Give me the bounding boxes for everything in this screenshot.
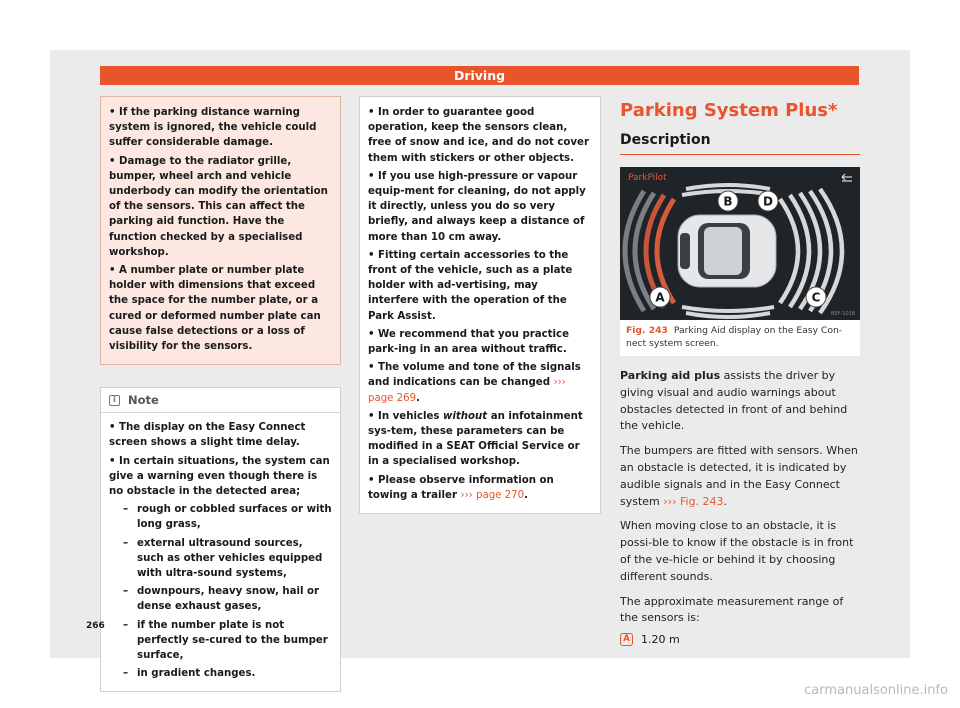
paragraph: Parking aid plus assists the driver by giving visual and audio warnings about obstacles detected in front of and behind the vehicle. bbox=[620, 369, 848, 433]
note-header bbox=[101, 388, 340, 413]
bullet: • Fitting certain accessories to the front of the vehicle, such as a plate holder with ad-vertising, may interfere with the operation of the Park Assist. bbox=[368, 249, 573, 322]
svg-text:A: A bbox=[655, 290, 665, 305]
note-bullet: • In certain situations, the system can give a warning even though there is no obstacle in the detected area; bbox=[109, 455, 330, 498]
range-item bbox=[620, 633, 860, 646]
column-right bbox=[620, 100, 860, 646]
svg-text:D: D bbox=[763, 194, 773, 209]
chapter-header: Driving bbox=[100, 66, 859, 85]
paragraph: The approximate measurement range of the sensors is: bbox=[620, 594, 844, 625]
page-link[interactable]: ››› page 269 bbox=[368, 377, 566, 404]
paragraph: When moving close to an obstacle, it is possi-ble to know if the obstacle is in front of the ve-hicle or behind it by choosing different sounds. bbox=[620, 519, 854, 583]
note-subitem: – if the number plate is not perfectly se-cured to the bumper surface, bbox=[123, 619, 328, 662]
range-value: 1.20 m bbox=[641, 633, 680, 647]
bullet: • Please observe information on towing a trailer ››› page 270. bbox=[368, 474, 554, 501]
bullet: • In order to guarantee good operation, keep the sensors clean, free of snow and ice, and do not cover them with stickers or other objects. bbox=[368, 107, 589, 164]
bullet: • If you use high-pressure or vapour equip-ment for cleaning, do not apply it directly, unless you do so very briefly, and always keep a distance of more than 10 cm away. bbox=[368, 170, 586, 243]
zone-label-b bbox=[718, 191, 738, 211]
parking-diagram bbox=[620, 167, 860, 320]
screen-title: ParkPilot bbox=[628, 173, 667, 183]
note-box bbox=[100, 387, 341, 691]
car-top-view bbox=[678, 215, 776, 287]
paragraph: The bumpers are fitted with sensors. When an obstacle is detected, it is indicated by audible signals and in the Easy Connect system ››› Fig. 243. bbox=[620, 444, 858, 508]
warning-bullet: • If the parking distance warning system is ignored, the vehicle could suffer considerable damage. bbox=[109, 107, 317, 149]
svg-text:B: B bbox=[723, 194, 733, 209]
watermark: carmanualsonline.info bbox=[804, 683, 948, 698]
info-icon: i bbox=[109, 395, 120, 406]
parkpilot-figure bbox=[620, 167, 860, 320]
section-title: Parking System Plus* bbox=[620, 100, 838, 121]
note-title: Note bbox=[128, 393, 159, 408]
zone-label-a bbox=[650, 287, 670, 307]
bullet: • We recommend that you practice park-ing in an area without traffic. bbox=[368, 328, 569, 356]
figure-link[interactable]: ››› Fig. 243 bbox=[663, 494, 724, 508]
column-left bbox=[100, 96, 341, 692]
column-middle bbox=[359, 96, 601, 514]
range-label: A bbox=[620, 633, 633, 646]
note-subitem: – in gradient changes. bbox=[123, 668, 256, 680]
note-subitem: – rough or cobbled surfaces or with long grass, bbox=[123, 504, 332, 531]
svg-text:C: C bbox=[811, 290, 821, 305]
section-subtitle: Description bbox=[620, 132, 860, 155]
warning-bullet: • A number plate or number plate holder with dimensions that exceed the space for the number plate, or a cured or deformed number plate can cause false detections or a loss of visibility for the sensors. bbox=[109, 265, 321, 353]
note-bullet: • The display on the Easy Connect screen shows a slight time delay. bbox=[109, 422, 306, 449]
note-subitem: – downpours, heavy snow, hail or dense exhaust gases, bbox=[123, 586, 320, 613]
bullet: • The volume and tone of the signals and indications can be changed ››› page 269. bbox=[368, 362, 581, 404]
warning-box bbox=[100, 96, 341, 365]
warning-continued-box bbox=[359, 96, 601, 514]
page-number: 266 bbox=[86, 621, 105, 631]
bullet: • In vehicles without an infotainment sys-tem, these parameters can be modified in a SEAT Official Service or in a specialised workshop. bbox=[368, 410, 583, 468]
back-arrow-icon bbox=[842, 174, 852, 181]
note-body bbox=[101, 413, 340, 690]
figure-code: B5F-1018 bbox=[830, 311, 855, 317]
zone-label-d bbox=[758, 191, 778, 211]
zone-label-c bbox=[806, 287, 826, 307]
figure-caption: Fig. 243 Parking Aid display on the Easy Con-nect system screen. bbox=[620, 320, 860, 356]
warning-bullet: • Damage to the radiator grille, bumper, wheel arch and vehicle underbody can modify the orientation of the sensors. This can affect the parking aid function. Have the function checked by a specialised workshop. bbox=[109, 155, 328, 258]
figure-number: Fig. 243 bbox=[626, 325, 668, 336]
page-link[interactable]: ››› page 270 bbox=[460, 489, 525, 501]
note-subitem: – external ultrasound sources, such as other vehicles equipped with ultra-sound systems, bbox=[123, 537, 323, 580]
